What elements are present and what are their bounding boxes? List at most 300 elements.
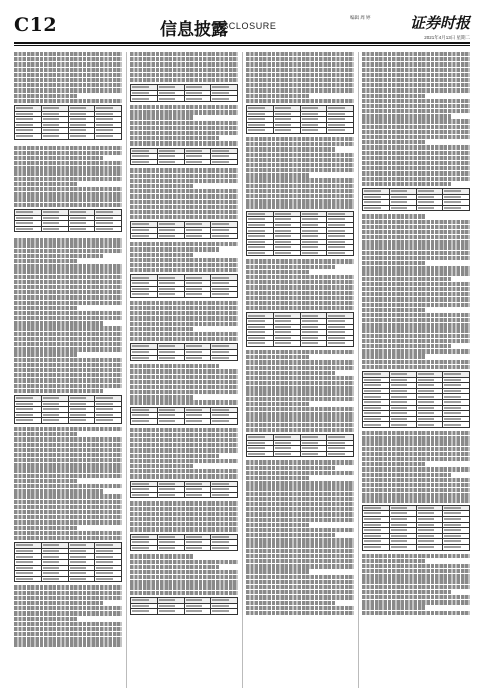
text-line — [246, 391, 354, 395]
text-line — [362, 365, 470, 369]
text-line — [246, 270, 309, 274]
table-row — [131, 159, 238, 165]
table-cell — [211, 418, 238, 424]
text-line — [362, 436, 470, 440]
cell-text — [444, 535, 461, 537]
cell-text — [186, 420, 203, 422]
cell-text — [212, 235, 229, 237]
table-cell — [15, 418, 42, 424]
text-line — [362, 483, 470, 487]
cell-text — [212, 420, 229, 422]
text-line — [246, 423, 354, 427]
cell-text — [328, 118, 345, 120]
text-line — [362, 339, 470, 343]
text-line — [14, 427, 122, 431]
cell-text — [418, 507, 435, 509]
cell-text — [186, 223, 203, 225]
text-line — [362, 478, 470, 482]
cell-text — [159, 541, 176, 543]
text-line — [130, 469, 238, 473]
table-row — [131, 545, 238, 551]
text-line — [130, 215, 238, 219]
text-line — [14, 68, 122, 72]
text-line — [246, 471, 354, 475]
cell-text — [186, 86, 203, 88]
cell-text — [364, 529, 381, 531]
cell-text — [159, 610, 176, 612]
cell-text — [186, 414, 203, 416]
data-table — [246, 211, 354, 257]
cell-text — [328, 113, 345, 115]
table-cell — [131, 609, 158, 615]
cell-text — [43, 397, 60, 399]
text-line — [362, 256, 470, 260]
cell-text — [418, 418, 435, 420]
cell-text — [212, 293, 229, 295]
cell-text — [159, 293, 176, 295]
cell-text — [391, 196, 408, 198]
cell-text — [391, 546, 408, 548]
text-line — [246, 142, 354, 146]
text-line — [14, 358, 122, 362]
text-line — [246, 523, 309, 527]
cell-text — [132, 409, 149, 411]
cell-text — [132, 288, 149, 290]
text-line — [14, 611, 122, 615]
cell-text — [364, 518, 381, 520]
cell-text — [132, 420, 149, 422]
text-line — [362, 119, 470, 123]
table-cell — [131, 355, 158, 361]
text-line — [130, 73, 238, 77]
cell-text — [391, 207, 408, 209]
cell-text — [43, 135, 60, 137]
text-line — [14, 254, 103, 258]
cell-text — [186, 150, 203, 152]
cell-text — [43, 567, 60, 569]
text-line — [130, 253, 193, 257]
cell-text — [186, 357, 203, 359]
text-line — [14, 389, 103, 393]
cell-text — [70, 419, 87, 421]
cell-text — [302, 107, 319, 109]
cell-text — [418, 407, 435, 409]
cell-text — [328, 342, 345, 344]
cell-text — [70, 572, 87, 574]
table-cell — [95, 576, 122, 582]
text-line — [130, 448, 238, 452]
table-cell — [300, 250, 327, 256]
cell-text — [418, 424, 435, 426]
cell-text — [132, 494, 149, 496]
text-line — [246, 575, 354, 579]
table-cell — [211, 159, 238, 165]
text-line — [362, 161, 470, 165]
cell-text — [70, 228, 87, 230]
table-cell — [247, 451, 274, 457]
text-line — [362, 287, 470, 291]
text-line — [246, 360, 354, 364]
table-cell — [416, 422, 443, 428]
text-line — [14, 448, 122, 452]
text-line — [14, 151, 122, 155]
cell-text — [391, 412, 408, 414]
cell-text — [186, 547, 203, 549]
cell-text — [186, 351, 203, 353]
text-line — [14, 301, 122, 305]
cell-text — [132, 547, 149, 549]
cell-text — [391, 384, 408, 386]
text-line — [362, 225, 470, 229]
cell-text — [16, 567, 33, 569]
text-line — [362, 214, 425, 218]
cell-text — [444, 396, 461, 398]
cell-text — [444, 407, 461, 409]
text-line — [130, 580, 238, 584]
column-2 — [126, 52, 238, 688]
text-line — [130, 332, 238, 336]
cell-text — [96, 572, 113, 574]
cell-text — [132, 536, 149, 538]
text-line — [14, 479, 77, 483]
cell-text — [212, 541, 229, 543]
cell-text — [159, 277, 176, 279]
text-line — [130, 527, 238, 531]
cell-text — [275, 436, 292, 438]
text-line — [246, 554, 354, 558]
text-line — [362, 498, 470, 502]
cell-text — [328, 453, 345, 455]
cell-text — [418, 190, 435, 192]
text-line — [362, 271, 470, 275]
text-line — [246, 68, 354, 72]
cell-text — [43, 118, 60, 120]
text-line — [14, 510, 122, 514]
text-line — [362, 493, 470, 497]
cell-text — [275, 241, 292, 243]
text-line — [130, 52, 238, 56]
cell-text — [43, 578, 60, 580]
cell-text — [248, 129, 265, 131]
text-line — [14, 531, 122, 535]
cell-text — [275, 447, 292, 449]
text-line — [246, 402, 309, 406]
table-cell — [211, 609, 238, 615]
cell-text — [212, 277, 229, 279]
data-table — [130, 534, 238, 552]
text-line — [130, 311, 238, 315]
cell-text — [275, 326, 292, 328]
text-line — [362, 68, 470, 72]
cell-text — [96, 118, 113, 120]
text-line — [14, 337, 122, 341]
cell-text — [444, 418, 461, 420]
cell-text — [302, 342, 319, 344]
text-line — [14, 166, 122, 170]
text-line — [246, 595, 354, 599]
cell-text — [186, 235, 203, 237]
cell-text — [418, 529, 435, 531]
cell-text — [159, 150, 176, 152]
cell-text — [43, 550, 60, 552]
table-cell — [184, 609, 211, 615]
table-cell — [95, 418, 122, 424]
text-line — [14, 269, 122, 273]
cell-text — [132, 488, 149, 490]
cell-text — [96, 129, 113, 131]
text-line — [362, 52, 470, 56]
cell-text — [328, 337, 345, 339]
table-cell — [363, 544, 390, 550]
text-line — [14, 57, 122, 61]
text-line — [362, 457, 470, 461]
cell-text — [444, 379, 461, 381]
text-line — [246, 580, 354, 584]
table-cell — [300, 128, 327, 134]
cell-text — [418, 396, 435, 398]
text-line — [246, 285, 354, 289]
cell-text — [16, 403, 33, 405]
text-line — [362, 452, 470, 456]
cell-text — [132, 351, 149, 353]
text-line — [246, 492, 354, 496]
cell-text — [302, 447, 319, 449]
text-line — [246, 83, 354, 87]
text-line — [14, 306, 77, 310]
table-cell — [184, 159, 211, 165]
cell-text — [132, 610, 149, 612]
text-line — [14, 326, 122, 330]
cell-text — [212, 98, 229, 100]
text-line — [362, 318, 470, 322]
table-cell — [157, 233, 184, 239]
text-line — [362, 78, 470, 82]
text-line — [130, 522, 238, 526]
text-line — [246, 178, 354, 182]
text-line — [130, 585, 238, 589]
cell-text — [70, 107, 87, 109]
text-line — [246, 99, 354, 103]
text-line — [246, 601, 335, 605]
text-line — [14, 373, 122, 377]
cell-text — [212, 288, 229, 290]
cell-text — [302, 129, 319, 131]
cell-text — [96, 228, 113, 230]
cell-text — [444, 190, 461, 192]
text-line — [14, 311, 122, 315]
table-cell — [157, 492, 184, 498]
text-line — [14, 264, 122, 268]
cell-text — [328, 235, 345, 237]
cell-text — [96, 578, 113, 580]
text-line — [130, 78, 238, 82]
cell-text — [186, 605, 203, 607]
table-row — [247, 341, 354, 347]
text-line — [362, 171, 470, 175]
table-cell — [184, 492, 211, 498]
text-line — [246, 371, 335, 375]
text-line — [14, 249, 122, 253]
cell-text — [159, 351, 176, 353]
cell-text — [364, 412, 381, 414]
cell-text — [302, 436, 319, 438]
text-line — [362, 297, 470, 301]
cell-text — [43, 107, 60, 109]
cell-text — [275, 252, 292, 254]
cell-text — [16, 118, 33, 120]
text-line — [246, 94, 309, 98]
cell-text — [364, 201, 381, 203]
text-line — [362, 145, 470, 149]
cell-text — [16, 107, 33, 109]
text-line — [362, 360, 470, 364]
text-line — [14, 606, 122, 610]
text-line — [130, 327, 193, 331]
cell-text — [418, 546, 435, 548]
text-line — [130, 390, 238, 394]
data-table — [14, 209, 122, 232]
text-line — [14, 99, 122, 103]
cell-text — [364, 373, 381, 375]
text-line — [130, 474, 238, 478]
cell-text — [43, 403, 60, 405]
cell-text — [159, 409, 176, 411]
text-line — [14, 458, 122, 462]
cell-text — [444, 540, 461, 542]
text-line — [130, 131, 238, 135]
cell-text — [186, 92, 203, 94]
text-line — [362, 605, 425, 609]
cell-text — [212, 345, 229, 347]
cell-text — [418, 512, 435, 514]
text-line — [246, 265, 335, 269]
cell-text — [96, 217, 113, 219]
cell-text — [212, 547, 229, 549]
text-line — [246, 549, 354, 553]
cell-text — [212, 92, 229, 94]
table-cell — [211, 492, 238, 498]
cell-text — [444, 373, 461, 375]
text-line — [246, 275, 354, 279]
cell-text — [248, 442, 265, 444]
table-cell — [157, 418, 184, 424]
cell-text — [186, 155, 203, 157]
text-line — [130, 62, 238, 66]
cell-text — [391, 524, 408, 526]
text-line — [14, 88, 122, 92]
cell-text — [391, 540, 408, 542]
cell-text — [96, 113, 113, 115]
cell-text — [302, 224, 319, 226]
table-cell — [157, 96, 184, 102]
text-line — [130, 380, 238, 384]
text-line — [130, 459, 238, 463]
table-cell — [327, 451, 354, 457]
table-cell — [211, 292, 238, 298]
table-row — [131, 292, 238, 298]
text-line — [246, 173, 309, 177]
cell-text — [186, 293, 203, 295]
data-table — [362, 505, 470, 551]
text-line — [362, 488, 470, 492]
table-cell — [41, 418, 68, 424]
text-line — [14, 73, 122, 77]
cell-text — [248, 118, 265, 120]
text-line — [362, 447, 470, 451]
text-line — [14, 146, 122, 150]
text-line — [130, 385, 238, 389]
cell-text — [186, 599, 203, 601]
table-cell — [211, 355, 238, 361]
text-line — [246, 559, 354, 563]
cell-text — [328, 447, 345, 449]
text-line — [362, 559, 425, 563]
cell-text — [391, 396, 408, 398]
cell-text — [16, 556, 33, 558]
table-cell — [327, 128, 354, 134]
cell-text — [275, 331, 292, 333]
text-line — [246, 528, 354, 532]
text-line — [362, 57, 470, 61]
text-line — [362, 220, 470, 224]
cell-text — [444, 529, 461, 531]
text-line — [246, 57, 354, 61]
cell-text — [43, 228, 60, 230]
cell-text — [364, 384, 381, 386]
cell-text — [444, 512, 461, 514]
cell-text — [159, 155, 176, 157]
text-line — [362, 151, 470, 155]
cell-text — [212, 483, 229, 485]
cell-text — [391, 201, 408, 203]
table-cell — [95, 226, 122, 232]
text-line — [14, 347, 122, 351]
cell-text — [132, 599, 149, 601]
text-line — [130, 174, 238, 178]
cell-text — [159, 92, 176, 94]
table-cell — [184, 418, 211, 424]
cell-text — [302, 118, 319, 120]
cell-text — [391, 418, 408, 420]
cell-text — [418, 384, 435, 386]
cell-text — [364, 190, 381, 192]
data-table — [130, 597, 238, 615]
cell-text — [70, 567, 87, 569]
date-line: 2021年4月13日 星期二 — [424, 35, 470, 40]
cell-text — [96, 408, 113, 410]
text-line — [14, 384, 122, 388]
text-line — [362, 166, 470, 170]
data-table — [362, 371, 470, 428]
cell-text — [275, 442, 292, 444]
table-cell — [273, 250, 300, 256]
cell-text — [16, 113, 33, 115]
text-line — [14, 83, 122, 87]
cell-text — [248, 107, 265, 109]
cell-text — [186, 345, 203, 347]
table-row — [131, 492, 238, 498]
text-line — [362, 334, 470, 338]
table-cell — [184, 545, 211, 551]
cell-text — [96, 414, 113, 416]
text-line — [14, 203, 122, 207]
cell-text — [302, 331, 319, 333]
table-row — [247, 250, 354, 256]
text-line — [130, 375, 238, 379]
cell-text — [186, 488, 203, 490]
text-line — [130, 322, 238, 326]
column-3 — [242, 52, 354, 688]
